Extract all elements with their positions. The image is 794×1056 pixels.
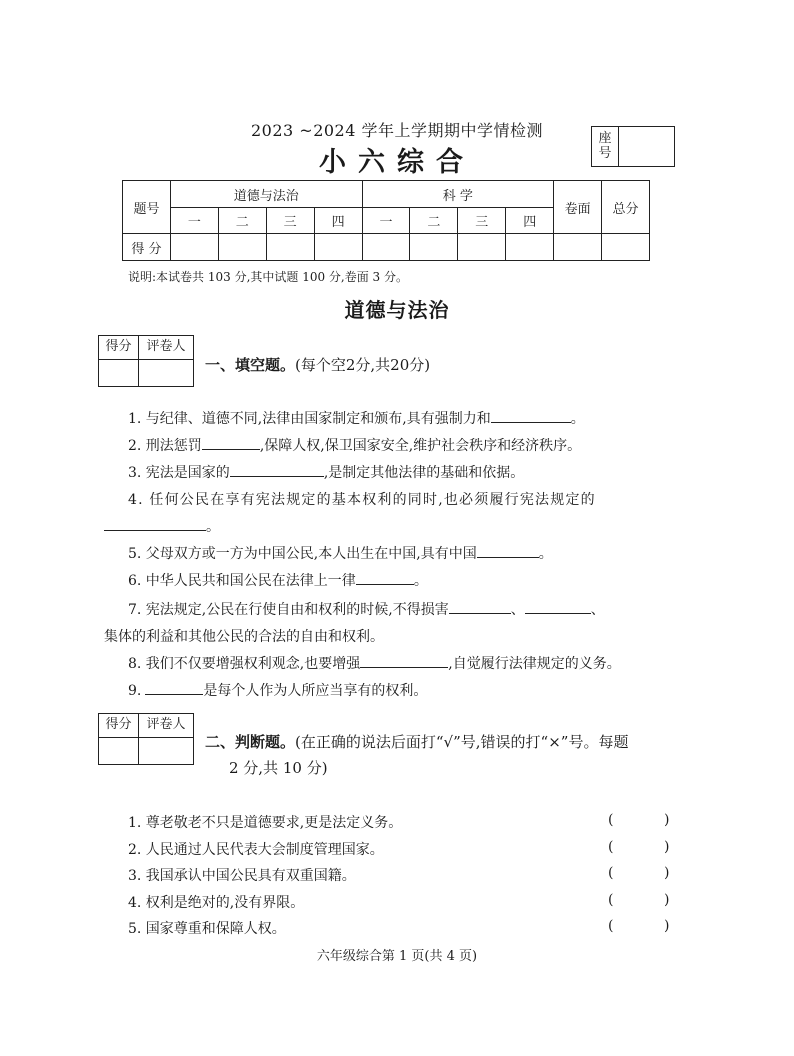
question-text: 是每个人作为人所应当享有的权利。: [203, 683, 428, 699]
row-label-question-number: 题号: [123, 181, 171, 234]
question-5: [128, 543, 553, 563]
question-text: ,自觉履行法律规定的义务。: [448, 656, 621, 672]
question-text: 6. 中华人民共和国公民在法律上一律: [128, 573, 356, 589]
row-label-score: 得 分: [123, 234, 171, 261]
score-cell[interactable]: [410, 234, 458, 261]
answer-blank[interactable]: [491, 409, 571, 423]
grader-box-part1: [98, 335, 194, 387]
grader-box-part2: [98, 713, 194, 765]
part2-desc-continued: 2 分,共 10 分): [229, 759, 328, 777]
question-text: 集体的利益和其他公民的合法的自由和权利。: [104, 629, 384, 645]
question-2: [128, 435, 581, 455]
score-cell-total[interactable]: [602, 234, 650, 261]
tf-item-text: 1. 尊老敬老不只是道德要求,更是法定义务。: [128, 815, 403, 831]
seat-number-label: [592, 127, 619, 166]
seat-number-field[interactable]: [619, 127, 674, 166]
question-text: 、: [510, 602, 525, 618]
question-4-continued: [104, 516, 220, 536]
question-text: 。: [538, 546, 553, 562]
score-cell[interactable]: [218, 234, 266, 261]
group-header-moral-law: 道德与法治: [170, 181, 362, 208]
col-header-neatness: 卷面: [554, 181, 602, 234]
question-7-continued: [104, 626, 384, 646]
question-text: 、: [590, 602, 605, 618]
question-text: ,是制定其他法律的基础和依据。: [323, 465, 525, 481]
score-cell-neatness[interactable]: [554, 234, 602, 261]
question-text: 9.: [128, 683, 142, 699]
answer-paren-close: ): [664, 839, 670, 855]
question-text: 1. 与纪律、道德不同,法律由国家制定和颁布,具有强制力和: [128, 411, 491, 427]
answer-paren-open: (: [608, 812, 614, 828]
answer-paren-open: (: [608, 892, 614, 908]
page-footer: 六年级综合第 1 页(共 4 页): [316, 949, 478, 964]
answer-paren-close: ): [664, 812, 670, 828]
score-cell[interactable]: [266, 234, 314, 261]
question-9: [128, 680, 427, 700]
question-text: 4. 任何公民在享有宪法规定的基本权利的同时,也必须履行宪法规定的: [128, 492, 596, 508]
tf-item-4: [128, 892, 676, 912]
col-header-science-3: 三: [458, 208, 506, 234]
score-cell[interactable]: [506, 234, 554, 261]
question-text: 。: [413, 573, 428, 589]
grader-reviewer-field[interactable]: [139, 360, 193, 386]
tf-item-text: 4. 权利是绝对的,没有界限。: [128, 895, 305, 911]
col-header-moral-4: 四: [314, 208, 362, 234]
grader-score-field[interactable]: [99, 360, 139, 386]
answer-paren-open: (: [608, 865, 614, 881]
col-header-total: 总分: [602, 181, 650, 234]
answer-blank[interactable]: [202, 436, 260, 450]
exam-note: 说明:本试卷共 103 分,其中试题 100 分,卷面 3 分。: [128, 270, 409, 284]
col-header-science-1: 一: [362, 208, 410, 234]
score-cell[interactable]: [458, 234, 506, 261]
answer-blank[interactable]: [525, 600, 591, 614]
exam-subtitle: 2023 ~2024 学年上学期期中学情检测: [250, 121, 544, 140]
answer-blank[interactable]: [104, 517, 206, 531]
question-1: [128, 408, 585, 428]
grader-score-field[interactable]: [99, 738, 139, 764]
group-header-science: 科 学: [362, 181, 554, 208]
seat-label-char-2: 号: [598, 146, 612, 161]
question-4: [128, 489, 596, 509]
tf-item-text: 5. 国家尊重和保障人权。: [128, 921, 286, 937]
question-7: [128, 599, 605, 619]
part2-desc: (在正确的说法后面打“√”号,错误的打“×”号。每题: [295, 733, 629, 751]
part1-heading: [205, 354, 430, 375]
answer-blank[interactable]: [356, 571, 414, 585]
question-text: 3. 宪法是国家的: [128, 465, 230, 481]
tf-item-text: 3. 我国承认中国公民具有双重国籍。: [128, 868, 356, 884]
answer-blank[interactable]: [449, 600, 511, 614]
grader-reviewer-label: 评卷人: [146, 717, 186, 732]
part1-desc: (每个空2分,共20分): [295, 356, 431, 374]
col-header-moral-2: 二: [218, 208, 266, 234]
question-text: 7. 宪法规定,公民在行使自由和权利的时候,不得损害: [128, 602, 449, 618]
answer-paren-close: ): [664, 865, 670, 881]
answer-blank[interactable]: [230, 463, 324, 477]
tf-item-5: [128, 918, 676, 938]
answer-paren-open: (: [608, 839, 614, 855]
section-title: 道德与法治: [344, 298, 450, 322]
answer-blank[interactable]: [145, 681, 203, 695]
question-text: 。: [206, 519, 220, 535]
score-cell[interactable]: [362, 234, 410, 261]
grader-score-label: 得分: [99, 336, 139, 359]
grader-reviewer-field[interactable]: [139, 738, 193, 764]
question-6: [128, 570, 428, 590]
exam-title: 小六综合: [319, 147, 475, 178]
tf-item-3: [128, 865, 676, 885]
answer-blank[interactable]: [477, 544, 539, 558]
answer-paren-open: (: [608, 918, 614, 934]
question-3: [128, 462, 524, 482]
question-text: 5. 父母双方或一方为中国公民,本人出生在中国,具有中国: [128, 546, 477, 562]
col-header-science-4: 四: [506, 208, 554, 234]
part1-title: 一、填空题。: [205, 356, 296, 374]
score-table: [122, 180, 650, 261]
question-text: 2. 刑法惩罚: [128, 438, 202, 454]
question-8: [128, 653, 621, 673]
score-cell[interactable]: [170, 234, 218, 261]
grader-score-label: 得分: [99, 714, 139, 737]
question-text: 8. 我们不仅要增强权利观念,也要增强: [128, 656, 361, 672]
question-text: ,保障人权,保卫国家安全,维护社会秩序和经济秩序。: [259, 438, 582, 454]
col-header-science-2: 二: [410, 208, 458, 234]
answer-paren-close: ): [664, 918, 670, 934]
part2-heading: [205, 731, 628, 752]
answer-blank[interactable]: [360, 654, 448, 668]
tf-item-text: 2. 人民通过人民代表大会制度管理国家。: [128, 842, 384, 858]
col-header-moral-3: 三: [266, 208, 314, 234]
seat-label-char-1: 座: [598, 131, 612, 146]
part2-title: 二、判断题。: [205, 733, 296, 751]
answer-paren-close: ): [664, 892, 670, 908]
tf-item-1: [128, 812, 676, 832]
col-header-moral-1: 一: [170, 208, 218, 234]
seat-number-box: [591, 126, 675, 167]
tf-item-2: [128, 839, 676, 859]
score-cell[interactable]: [314, 234, 362, 261]
grader-reviewer-label: 评卷人: [146, 339, 186, 354]
question-text: 。: [570, 411, 585, 427]
